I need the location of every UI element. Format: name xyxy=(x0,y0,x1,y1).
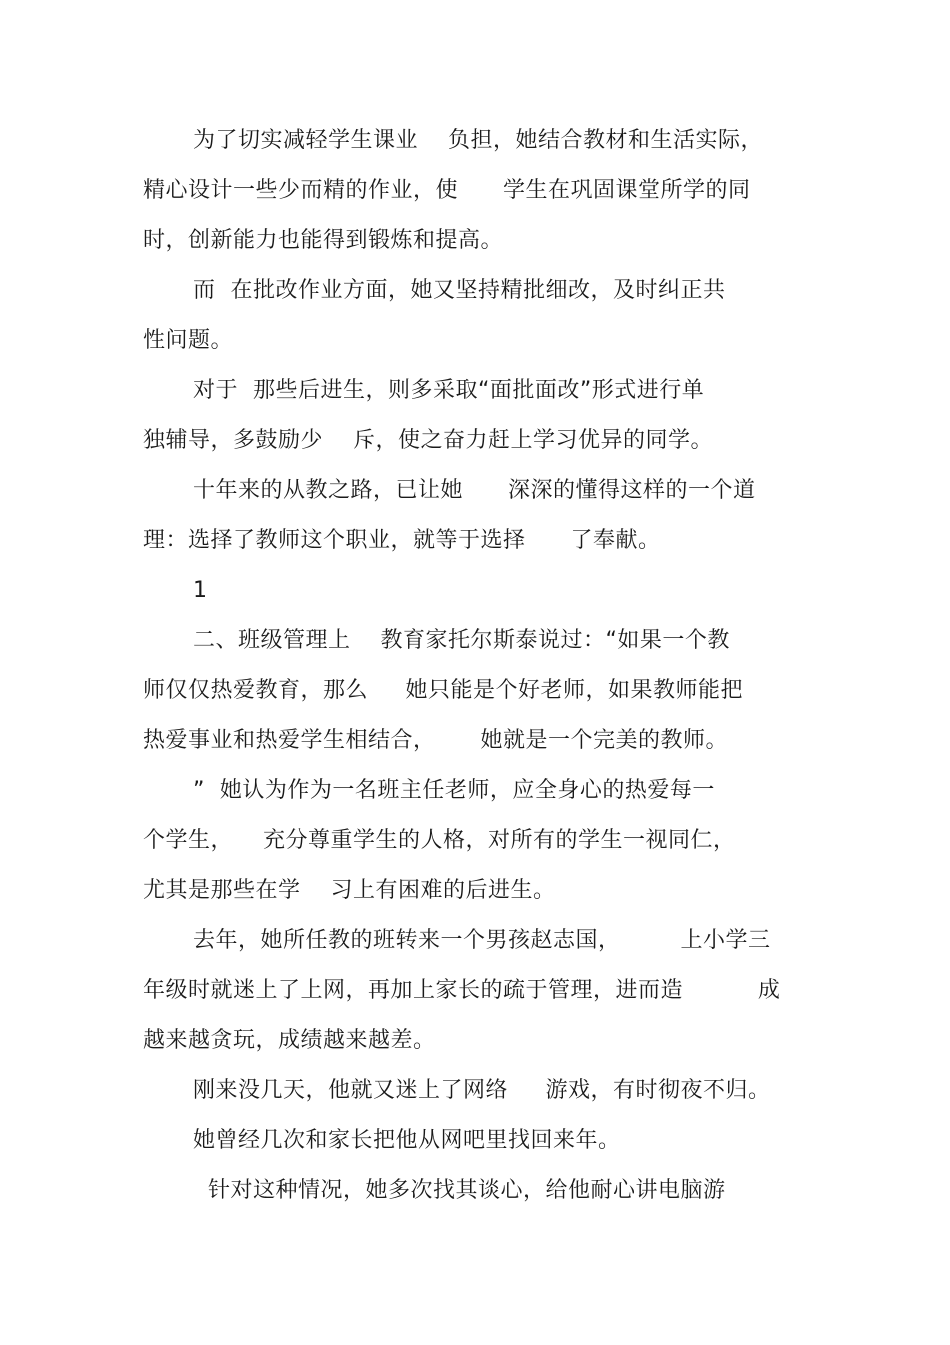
text-line: 师仅仅热爱教育，那么 她只能是个好老师，如果教师能把 xyxy=(143,678,743,703)
text-line: 刚来没几天，他就又迷上了网络 游戏，有时彻夜不归。 xyxy=(193,1078,771,1103)
text-line: 越来越贪玩，成绩越来越差。 xyxy=(143,1028,436,1053)
text-line: 尤其是那些在学 习上有困难的后进生。 xyxy=(143,878,556,903)
text-line: 理：选择了教师这个职业，就等于选择 了奉献。 xyxy=(143,528,661,553)
text-line: 独辅导，多鼓励少 斥，使之奋力赶上学习优异的同学。 xyxy=(143,428,713,453)
text-line: 对于 那些后进生，则多采取“面批面改”形式进行单 xyxy=(193,378,705,403)
text-line: 十年来的从教之路，已让她 深深的懂得这样的一个道 xyxy=(193,478,756,503)
text-line: ” 她认为作为一名班主任老师，应全身心的热爱每一 xyxy=(193,778,715,803)
text-line: 精心设计一些少而精的作业，使 学生在巩固课堂所学的同 xyxy=(143,178,751,203)
text-line: 年级时就迷上了上网，再加上家长的疏于管理，进而造 成 xyxy=(143,978,781,1003)
text-line: 热爱事业和热爱学生相结合， 她就是一个完美的教师。 xyxy=(143,728,728,753)
text-line: 二、班级管理上 教育家托尔斯泰说过：“如果一个教 xyxy=(193,628,730,653)
text-line: 针对这种情况，她多次找其谈心，给他耐心讲电脑游 xyxy=(208,1178,726,1203)
page-number: 1 xyxy=(193,578,208,603)
text-line: 为了切实减轻学生课业 负担，她结合教材和生活实际， xyxy=(193,128,763,153)
text-line: 性问题。 xyxy=(143,328,234,353)
text-line: 她曾经几次和家长把他从网吧里找回来年。 xyxy=(193,1128,621,1153)
text-line: 而 在批改作业方面，她又坚持精批细改，及时纠正共 xyxy=(193,278,726,303)
text-line: 时，创新能力也能得到锻炼和提高。 xyxy=(143,228,504,253)
text-line: 个学生， 充分尊重学生的人格，对所有的学生一视同仁， xyxy=(143,828,736,853)
text-line: 去年，她所任教的班转来一个男孩赵志国， 上小学三 xyxy=(193,928,771,953)
